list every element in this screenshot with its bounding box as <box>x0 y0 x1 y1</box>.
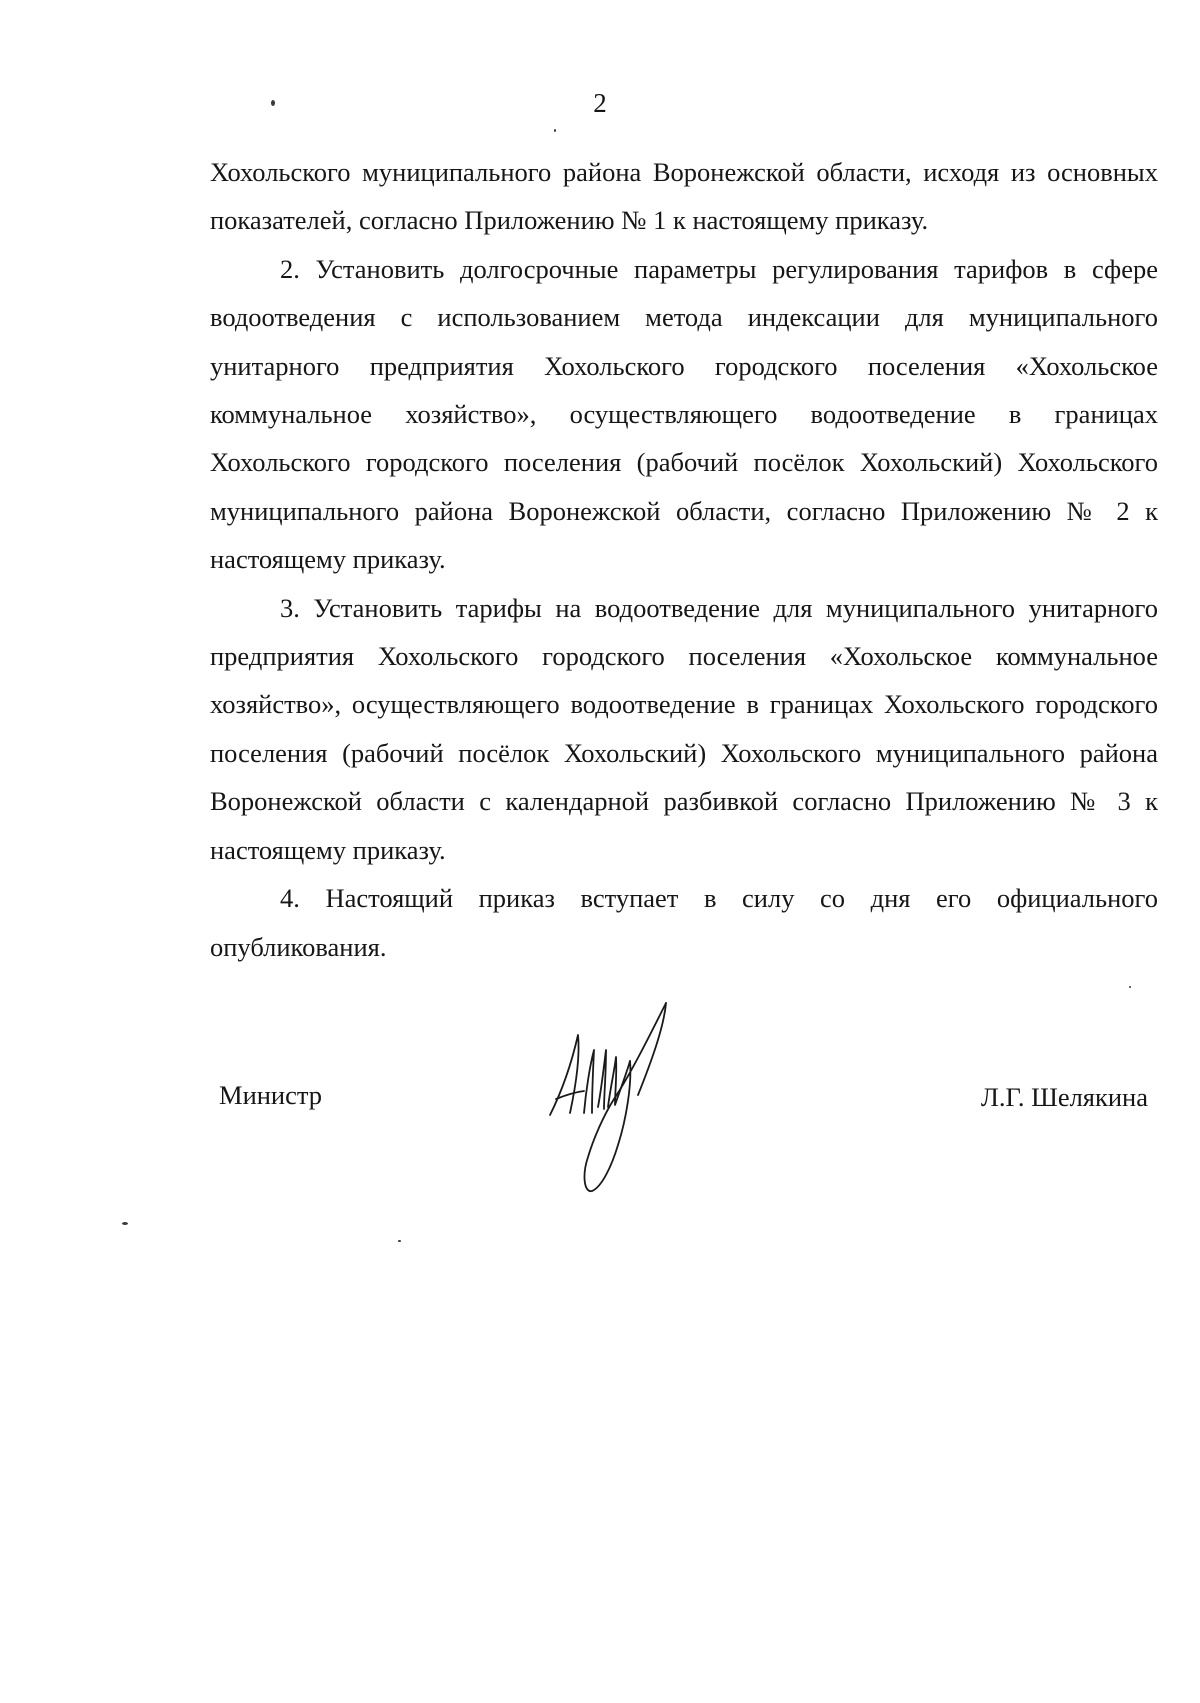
paragraph-item-3: 3. Установить тарифы на водоотведение для муниципального унитарного предприятия Хохольского городского поселения «Хохольское коммунальное хозяйство», осуществляющего водоотведение в границах Хохольского городского поселения (рабочий посёлок Хохольский) Хохольского муниципального района Воронежской области с календарной разбивкой согласно Приложению № 3 к настоящему приказу. <box>210 592 1158 865</box>
signatory-title: Министр <box>219 1080 323 1110</box>
scan-speck <box>1129 986 1131 988</box>
handwritten-signature <box>540 995 690 1195</box>
scan-speck <box>554 129 556 132</box>
document-body <box>210 148 1158 971</box>
paragraph-item-4: 4. Настоящий приказ вступает в силу со дня его официального опубликования. <box>210 883 1158 962</box>
scan-speck <box>398 1240 401 1242</box>
signatory-name: Л.Г. Шелякина <box>980 1082 1148 1112</box>
paragraph-continuation: Хохольского муниципального района Воронежской области, исходя из основных показателей, согласно Приложению № 1 к настоящему приказу. <box>210 157 1158 236</box>
paragraph-item-2: 2. Установить долгосрочные параметры регулирования тарифов в сфере водоотведения с использованием метода индексации для муниципального унитарного предприятия Хохольского городского поселения «Хохольское коммунальное хозяйство», осуществляющего водоотведение в границах Хохольского городского поселения (рабочий посёлок Хохольский) Хохольского муниципального района Воронежской области, согласно Приложению № 2 к настоящему приказу. <box>210 253 1158 575</box>
scan-speck <box>122 1222 128 1225</box>
page-number: 2 <box>593 88 607 118</box>
scan-speck <box>271 100 275 106</box>
